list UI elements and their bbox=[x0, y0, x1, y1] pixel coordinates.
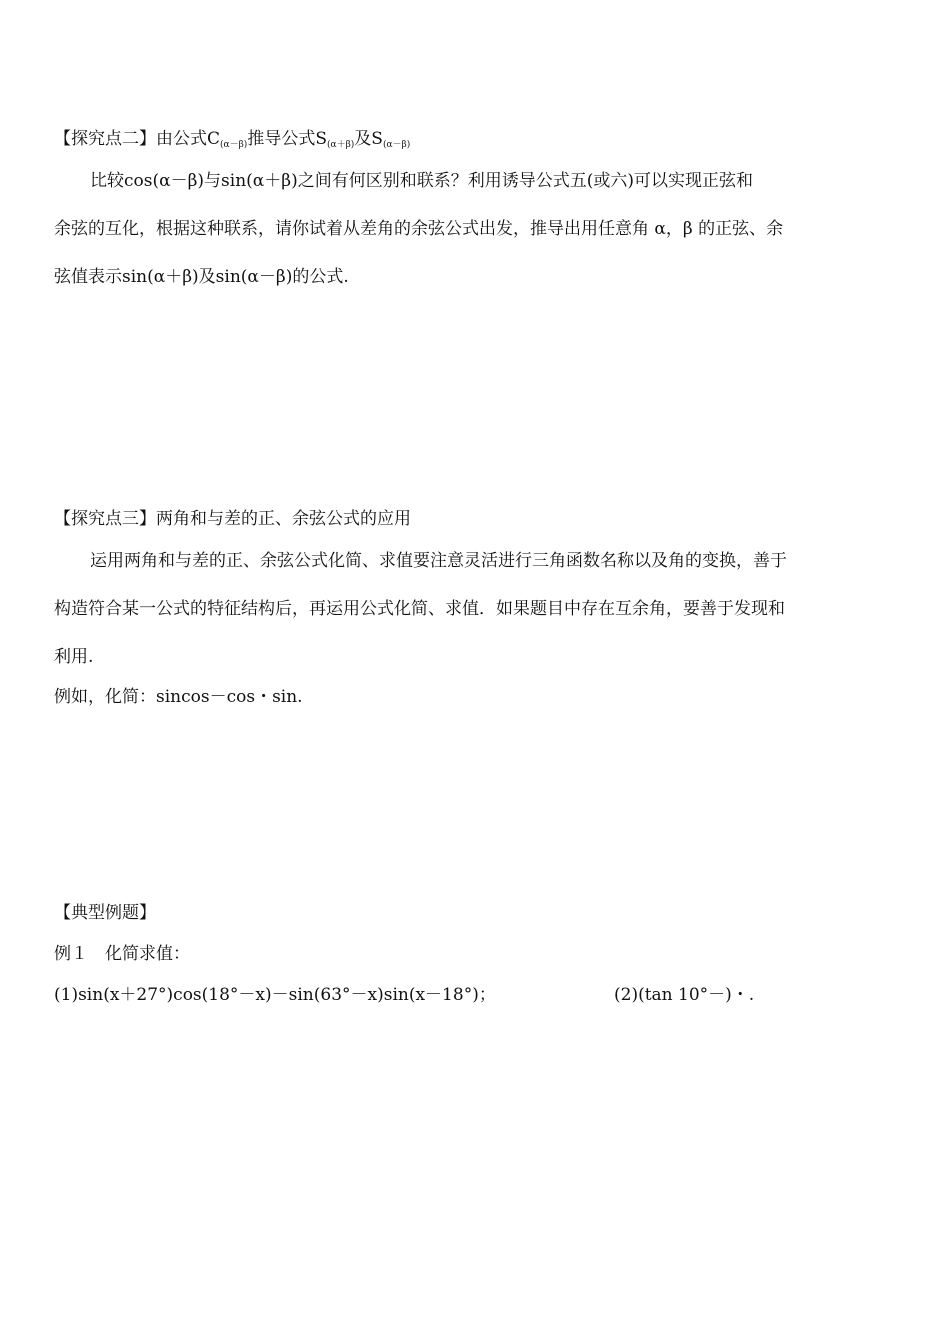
section2-title bbox=[54, 128, 410, 153]
section3-example: 例如，化简：sincos－cos・sin. bbox=[54, 687, 303, 707]
formula-s1-subscript: (α＋β) bbox=[326, 140, 355, 150]
section2-title-part1: 由公式 bbox=[156, 129, 207, 149]
examples-heading: 【典型例题】 bbox=[54, 903, 156, 923]
formula-s2-main: S bbox=[371, 129, 383, 149]
example1-problem2: (2)(tan 10°－)・. bbox=[614, 985, 755, 1005]
section2-title-part3: 及 bbox=[354, 129, 372, 149]
formula-s1-main: S bbox=[315, 129, 327, 149]
section3-paragraph-line2: 构造符合某一公式的特征结构后，再运用公式化简、求值．如果题目中存在互余角，要善于发现和 bbox=[54, 599, 785, 619]
section2-title-part2: 推导公式 bbox=[247, 129, 316, 149]
section3-paragraph-line3: 利用. bbox=[54, 647, 94, 667]
formula-c-subscript: (α－β) bbox=[220, 140, 248, 150]
section3-paragraph-line1: 运用两角和与差的正、余弦公式化简、求值要注意灵活进行三角函数名称以及角的变换，善于 bbox=[90, 551, 787, 571]
section2-paragraph-line2: 余弦的互化，根据这种联系，请你试着从差角的余弦公式出发，推导出用任意角 α，β 的正弦、余 bbox=[54, 219, 784, 239]
section3-title-text: 两角和与差的正、余弦公式的应用 bbox=[156, 509, 411, 529]
section2-paragraph-line3: 弦值表示sin(α＋β)及sin(α－β)的公式. bbox=[54, 267, 349, 287]
section2-bracket-title: 【探究点二】 bbox=[54, 129, 156, 149]
section3-title bbox=[54, 508, 411, 530]
section2-paragraph-line1: 比较cos(α－β)与sin(α＋β)之间有何区别和联系？利用诱导公式五(或六)可以实现正弦和 bbox=[90, 171, 753, 191]
formula-s2-subscript: (α－β) bbox=[382, 140, 411, 150]
section3-bracket-title: 【探究点三】 bbox=[54, 509, 156, 529]
formula-c-main: C bbox=[207, 129, 221, 149]
example1-problem1: (1)sin(x＋27°)cos(18°－x)－sin(63°－x)sin(x－18°)； bbox=[54, 985, 496, 1005]
example1-label: 例１ 化简求值： bbox=[54, 944, 190, 964]
